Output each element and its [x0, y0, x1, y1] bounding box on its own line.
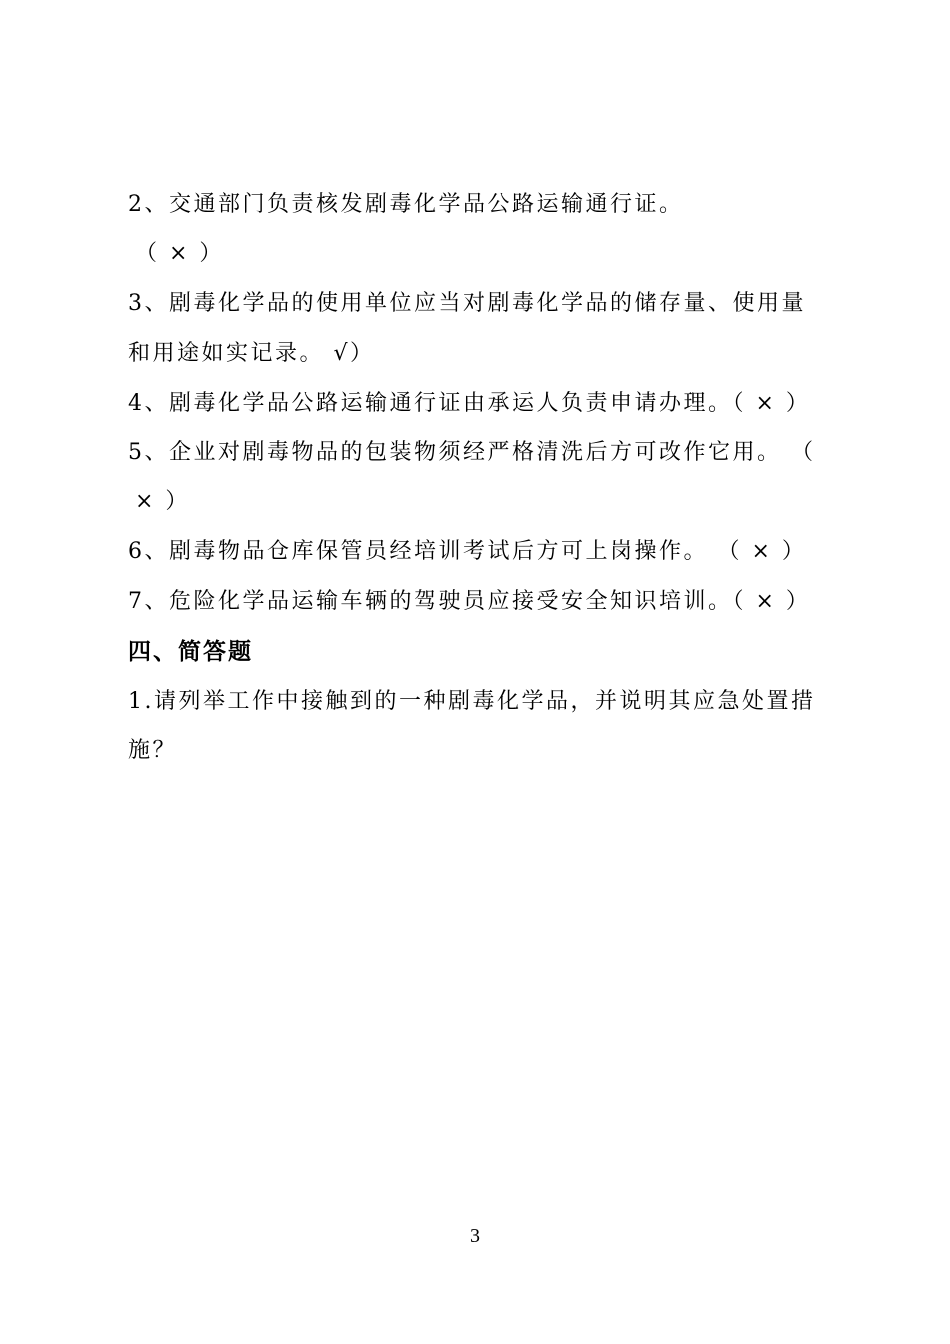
short-answer-question-1: 1.请列举工作中接触到的一种剧毒化学品，并说明其应急处置措 — [128, 689, 816, 714]
true-false-item-2-answer: （ × ） — [135, 241, 224, 266]
true-false-item-3: 3、剧毒化学品的使用单位应当对剧毒化学品的储存量、使用量 — [128, 291, 806, 316]
page-number: 3 — [470, 1225, 480, 1247]
section-heading: 四、简答题 — [128, 639, 253, 665]
true-false-item-6: 6、剧毒物品仓库保管员经培训考试后方可上岗操作。 （ × ） — [128, 539, 807, 564]
true-false-item-5: 5、企业对剧毒物品的包装物须经严格清洗后方可改作它用。 （ — [128, 440, 816, 465]
true-false-item-5-answer: × ） — [135, 489, 190, 514]
true-false-item-4: 4、剧毒化学品公路运输通行证由承运人负责申请办理。（ × ） — [128, 391, 811, 416]
true-false-item-7: 7、危险化学品运输车辆的驾驶员应接受安全知识培训。（ × ） — [128, 589, 811, 614]
short-answer-question-1-continued: 施？ — [128, 738, 178, 763]
true-false-item-3-continued: 和用途如实记录。 √） — [128, 341, 375, 366]
true-false-item-2: 2、交通部门负责核发剧毒化学品公路运输通行证。 — [128, 192, 684, 217]
